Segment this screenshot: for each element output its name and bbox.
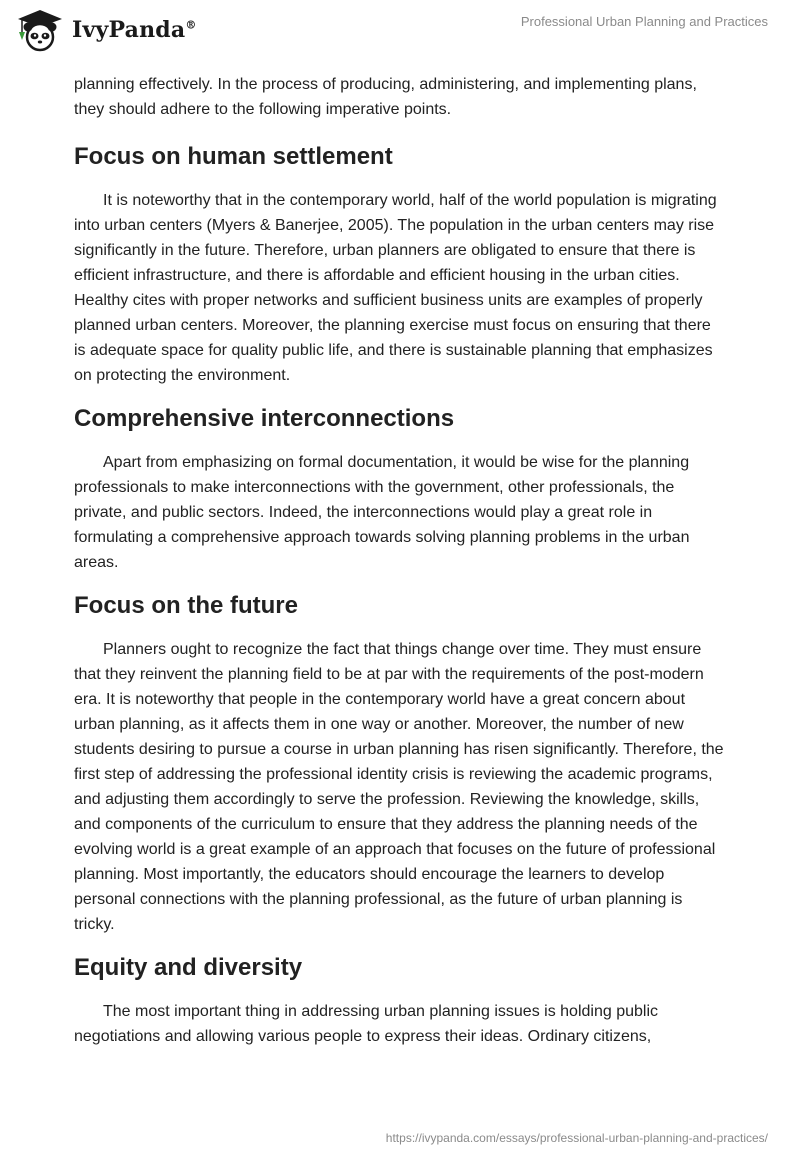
section-heading: Equity and diversity	[74, 954, 303, 981]
section-heading: Focus on human settlement	[74, 143, 393, 170]
section-paragraph: Planners ought to recognize the fact that things change over time. They must ensure that they reinvent the planning field to be at par with the requirements of the post-modern era. It is noteworthy that people in the contemporary world have a great concern about urban planning, as it affects them in one way or another. Moreover, the number of new students desiring to pursue a course in urban planning has risen significantly. Therefore, the first step of addressing the professional identity crisis is reviewing the academic programs, and adjusting them accordingly to serve the profession. Reviewing the knowledge, skills, and components of the curriculum to ensure that they address the planning needs of the evolving world is a great example of an approach that focuses on the future of professional planning. Most importantly, the educators should encourage the learners to develop personal connections with the planning professional, as the future of urban planning is tricky.	[74, 641, 724, 933]
section-paragraph: Apart from emphasizing on formal documentation, it would be wise for the planning professionals to make interconnections with the government, other professionals, the private, and public sectors. Indeed, the interconnections would play a great role in formulating a comprehensive approach towards solving planning problems in the urban areas.	[74, 454, 690, 571]
essay-body	[74, 70, 724, 1049]
brand-logo[interactable]	[14, 8, 197, 52]
source-url-link[interactable]: https://ivypanda.com/essays/professional-urban-planning-and-practices/	[385, 1131, 768, 1145]
brand-name: IvyPanda®	[72, 17, 197, 43]
section-heading: Comprehensive interconnections	[74, 405, 455, 432]
section-paragraph: It is noteworthy that in the contemporary world, half of the world population is migrating into urban centers (Myers & Banerjee, 2005). The population in the urban centers may rise significantly in the future. Therefore, urban planners are obligated to ensure that there is efficient infrastructure, and there is affordable and efficient housing in the urban cities. Healthy cites with proper networks and sufficient business units are examples of properly planned urban centers. Moreover, the planning exercise must focus on ensuring that there is adequate space for quality public life, and there is sustainable planning that emphasizes on protecting the environment.	[74, 192, 717, 384]
page-header	[0, 0, 800, 70]
section-heading: Focus on the future	[74, 592, 298, 619]
intro-paragraph: planning effectively. In the process of producing, administering, and implementing plans, they should adhere to the following imperative points.	[74, 76, 697, 118]
panda-logo-icon	[14, 8, 66, 52]
document-title: Professional Urban Planning and Practices	[520, 14, 768, 29]
section-paragraph: The most important thing in addressing urban planning issues is holding public negotiations and allowing various people to express their ideas. Ordinary citizens,	[74, 1003, 658, 1045]
